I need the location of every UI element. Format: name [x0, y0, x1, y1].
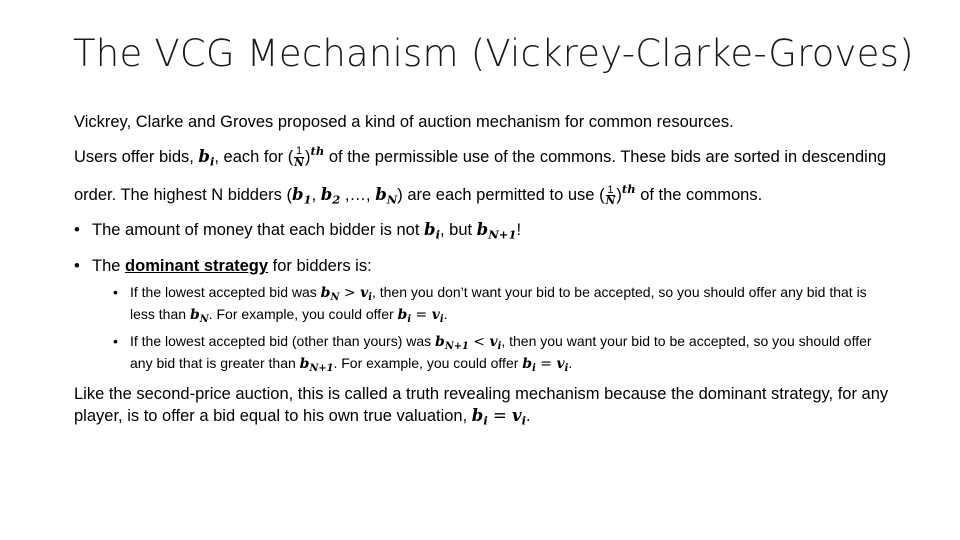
var-b-2: $b_2$: [320, 185, 341, 207]
bullet-dominant-strategy: • The dominant strategy for bidders is:: [74, 252, 894, 280]
var-b-n-plus-1: $b_{N+1}$: [299, 356, 334, 374]
var-b-1: $b_1$: [291, 185, 312, 207]
closing-paragraph: Like the second-price auction, this is called a truth revealing mechanism because the dominant strategy, for any player, is to offer a bid equal to his own true valuation, $b_i = v_i$.: [74, 384, 889, 428]
var-v-i: $v_i$: [431, 307, 444, 326]
var-v-i: $v_i$: [556, 356, 569, 374]
var-b-n: $b_N$: [320, 285, 340, 304]
text: of the commons.: [635, 186, 763, 205]
dominant-strategy-term: dominant strategy: [125, 257, 269, 276]
fraction-1-over-n: $\frac{1}{N}$: [605, 183, 616, 208]
bullet-payment: • The amount of money that each bidder is not $b_i$, but $b_{N+1}$!: [74, 216, 894, 248]
var-b-i: $b_i$: [198, 146, 215, 169]
sub-bullet-lower-bid: • If the lowest accepted bid was $b_N > v_i$, then you don’t want your bid to be accepted, so you should offer any bid that is less than $b_N$. For example, you could offer $b_i = v_i$.: [130, 284, 894, 328]
var-b-n: $b_N$: [189, 307, 209, 326]
text: Users offer bids,: [74, 147, 199, 166]
var-b-i: $b_i$: [522, 356, 536, 374]
intro-paragraph: Vickrey, Clarke and Groves proposed a kind of auction mechanism for common resources.: [74, 113, 734, 131]
text: , each for (: [214, 147, 294, 166]
var-b-i: $b_i$: [471, 405, 488, 428]
var-v-i: $v_i$: [512, 405, 527, 428]
slide-title: The VCG Mechanism (Vickrey-Clarke-Groves): [73, 32, 914, 75]
sub-bullet-higher-bid: • If the lowest accepted bid (other than yours) was $b_{N+1} < v_i$, then you want your bid to be accepted, so you should offer any bid that is greater than $b_{N+1}$. For example, you could offer $b_i = v_i$.: [130, 333, 894, 377]
fraction-1-over-n: $\frac{1}{N}$: [294, 145, 305, 170]
var-b-n-plus-1: $b_{N+1}$: [435, 334, 469, 353]
text: of the permissible use of the commons. These bids are sorted in descending order. The highest N bidders (: [74, 147, 887, 205]
var-b-i: $b_i$: [424, 219, 440, 242]
var-b-n: $b_N$: [375, 185, 398, 207]
var-b-n-plus-1: $b_{N+1}$: [476, 219, 517, 242]
slide-body: [74, 111, 894, 437]
text: ) are each permitted to use (: [397, 186, 605, 205]
var-v-i: $v_i$: [360, 285, 372, 304]
bids-paragraph: Users offer bids, $b_i$, each for ( $\frac{1}{N}$ )$^{th}$ of the permissible use of the commons. These bids are sorted in descending order. The highest N bidders ($b_1$, $b_2$ ,…, $b_N$) are each permitted to use ( $\frac{1}{N}$ )$^{th}$ of the commons.: [74, 144, 887, 208]
var-v-i: $v_i$: [489, 334, 502, 353]
var-b-i: $b_i$: [397, 307, 412, 326]
